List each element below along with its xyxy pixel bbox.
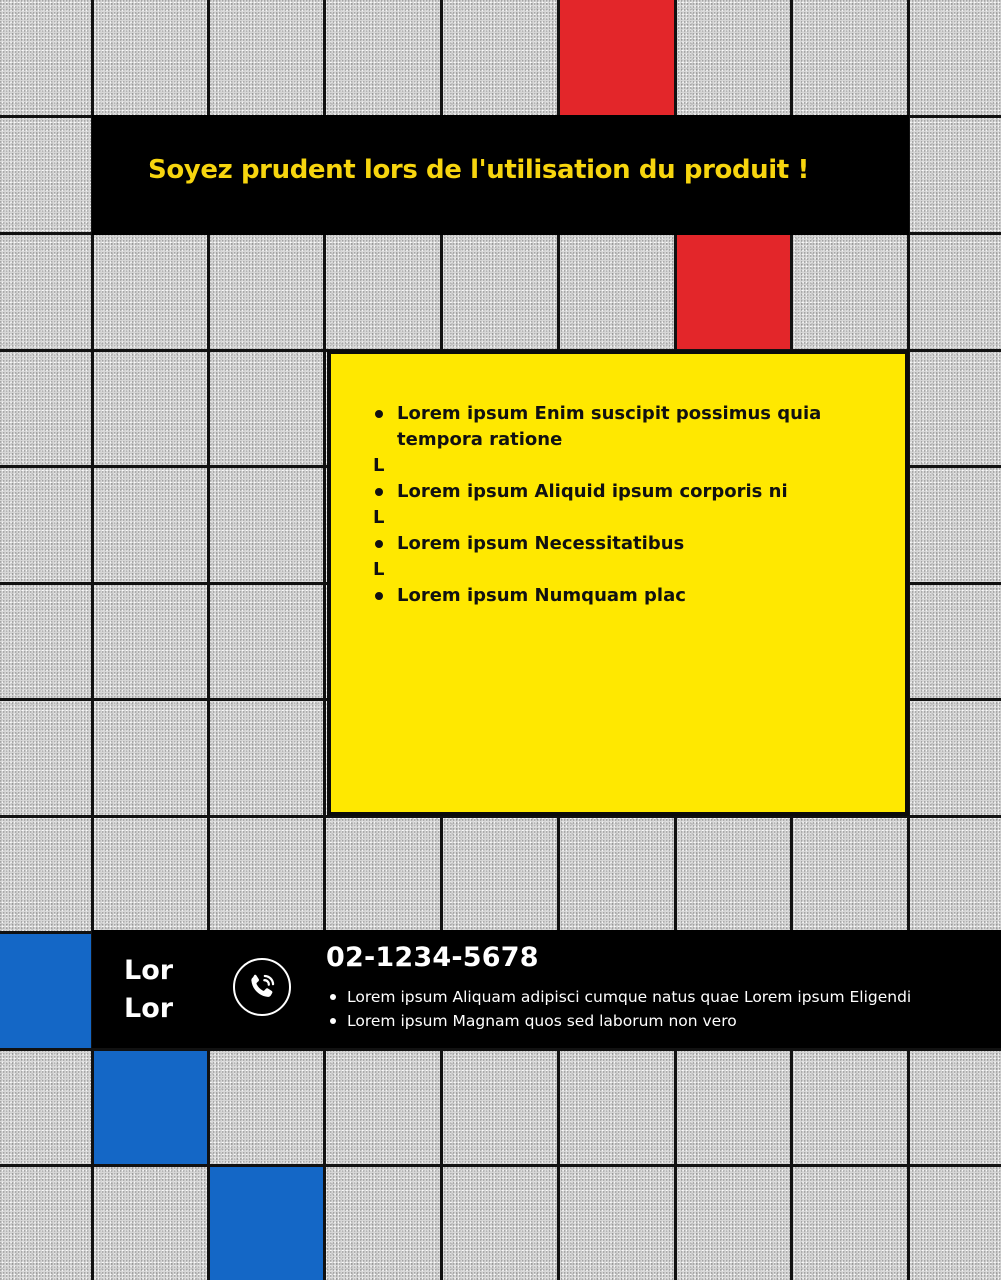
blue-tile — [210, 1167, 323, 1280]
list-separator: L — [373, 455, 385, 476]
phone-icon-glyph — [245, 970, 279, 1004]
title-banner — [92, 115, 909, 235]
list-item: Lorem ipsum Magnam quos sed laborum non vero — [328, 1009, 911, 1033]
contact-name — [124, 952, 173, 1028]
blue-tile — [0, 934, 91, 1048]
list-item: Lorem ipsum Aliquam adipisci cumque natus quae Lorem ipsum Eligendi — [328, 985, 911, 1009]
list-separator: L — [373, 507, 385, 528]
list-item: Lorem ipsum Numquam plac — [373, 583, 853, 609]
list-item: Lorem ipsum Necessitatibus — [373, 531, 853, 557]
contact-bar — [92, 930, 1001, 1048]
phone-icon[interactable] — [233, 958, 291, 1016]
contact-notes — [328, 985, 911, 1033]
list-item: Lorem ipsum Aliquid ipsum corporis ni — [373, 479, 853, 505]
list-separator: L — [373, 559, 385, 580]
list-item: Lorem ipsum Enim suscipit possimus quia tempora ratione — [373, 401, 853, 453]
warning-panel — [327, 350, 909, 816]
blue-tile — [94, 1051, 207, 1164]
phone-number[interactable]: 02-1234-5678 — [326, 942, 539, 973]
warning-list — [373, 401, 853, 609]
contact-name-line: Lor — [124, 955, 174, 986]
page-title: Soyez prudent lors de l'utilisation du produit ! — [148, 155, 809, 185]
contact-name-line: Lor — [124, 993, 174, 1024]
red-tile — [677, 235, 790, 349]
grid-line — [0, 1164, 1001, 1167]
red-tile — [560, 0, 674, 115]
